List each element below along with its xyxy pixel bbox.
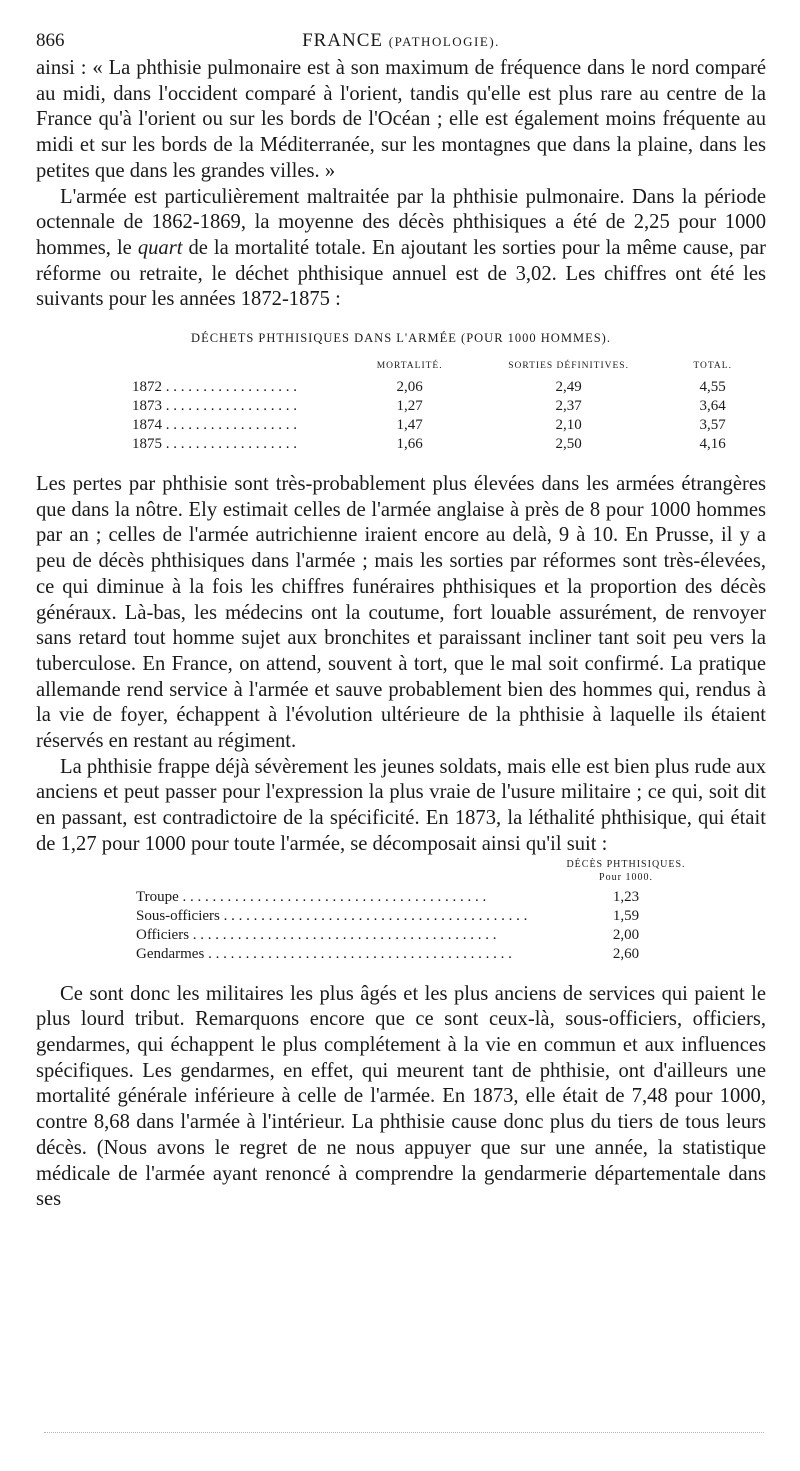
row-label: Troupe . . . . . . . . . . . . . . . . . . . . . . . . . . . . . . . . . . . . . . . . . <box>136 888 487 905</box>
cell-mortalite: 1,27 <box>396 398 423 415</box>
paragraph-foreign-armies: Les pertes par phthisie sont très-probablement plus élevées dans les armées étrangères que dans la nôtre. Ely estimait celles de l'armée anglaise à près de 8 pour 1000 hommes par an ; celles de l'armée autrichienne iraient encore au delà, 9 à 10. En Prusse, il y a peu de décès phthisiques dans l'armée ; mais les sorties par réformes sont très-élevées, ce qui diminue à la fois les chiffres funéraires phthisiques et la proportion des décès généraux. Là-bas, les médecins ont la coutume, fort louable assurément, de renvoyer sans retard tout homme sujet aux bronchites et paraissant incliner tant soit peu vers la tuberculose. En France, on attend, souvent à tort, que le mal soit confirmé. La pratique allemande rend service à l'armée et sauve probablement bien des hommes qui, rendus à la vie de foyer, échappent à l'évolution ultérieure de la phthisie à laquelle ils étaient réservés en restant au régiment. <box>36 473 766 753</box>
cell-total: 4,16 <box>699 436 726 453</box>
cell-mortalite: 2,06 <box>396 379 423 396</box>
column-header-mortalite: MORTALITÉ. <box>376 361 443 372</box>
cell-mortalite: 1,47 <box>396 417 423 434</box>
paragraph-older-soldiers: Ce sont donc les militaires les plus âgés et les plus anciens de services qui paient le plus lourd tribut. Remarquons encore que ce sont ceux-là, sous-officiers, officiers, gendarmes, qui échappent le plus complétement à la vie en commun et aux influences spécifiques. Les gendarmes, en effet, qui meurent tant de phthisie, ont d'ailleurs une mortalité générale inférieure à celle de l'armée. En 1873, elle était de 7,48 pour 1000, contre 8,68 dans l'armée à l'intérieur. La phthisie cause donc plus du tiers de tous leurs décès. (Nous avons le regret de ne nous appuyer que sur une année, la statistique médicale de l'armée ayant renoncé à comprendre la gendarmerie départementale dans ses <box>36 982 766 1211</box>
header-deces-phthisiques: DÉCÈS PHTHISIQUES. <box>566 858 686 870</box>
table-row <box>72 378 766 397</box>
column-header-deces <box>566 858 686 888</box>
running-head-subtitle: (PATHOLOGIE). <box>388 34 500 49</box>
table-row <box>136 926 686 945</box>
column-header-sorties: SORTIES DÉFINITIVES. <box>508 361 629 372</box>
table-title: DÉCHETS PHTHISIQUES DANS L'ARMÉE (POUR 1000 HOMMES). <box>191 331 611 346</box>
row-year: 1874 . . . . . . . . . . . . . . . . . . <box>132 417 297 434</box>
column-header-total: TOTAL. <box>693 361 732 372</box>
cell-sorties: 2,50 <box>555 436 582 453</box>
cell-value: 2,00 <box>612 926 640 943</box>
table-row <box>72 435 766 454</box>
table-row <box>136 907 686 926</box>
phthisis-deaths-by-rank-table <box>136 858 686 964</box>
cell-value: 2,60 <box>612 945 640 962</box>
cell-value: 1,59 <box>612 907 640 924</box>
row-year: 1872 . . . . . . . . . . . . . . . . . . <box>132 379 297 396</box>
cell-sorties: 2,49 <box>555 379 582 396</box>
cell-total: 3,64 <box>699 398 726 415</box>
table-header-row <box>72 358 766 378</box>
table-row <box>136 945 686 964</box>
emphasis-quart: quart <box>137 236 183 259</box>
table-row <box>136 888 686 907</box>
running-head-title: FRANCE <box>302 30 384 51</box>
page-header <box>36 26 766 56</box>
row-year: 1873 . . . . . . . . . . . . . . . . . . <box>132 398 297 415</box>
row-label: Gendarmes . . . . . . . . . . . . . . . . . . . . . . . . . . . . . . . . . . . . . . . . . <box>136 945 512 962</box>
running-head <box>36 30 766 52</box>
paragraph-text: L'armée est particulièrement maltraitée par la phthisie pulmonaire. Dans la période octennale de 1862-1869, la moyenne des décès phthisiques a été de 2,25 pour 1000 hommes, le <box>36 185 766 259</box>
cell-sorties: 2,37 <box>555 398 582 415</box>
footer-rule <box>44 1432 764 1433</box>
paragraph-quote-end: ainsi : « La phthisie pulmonaire est à son maximum de fréquence dans le nord comparé au midi, dans l'occident comparé à l'orient, tandis qu'elle est plus rare au centre de la France qu'à l'orient ou sur les bords de l'Océan ; elle est également moins fréquente au midi et sur les bords de la Méditerranée, sur les montagnes que dans la plaine, dans les petites que dans les grandes villes. » <box>36 57 766 182</box>
cell-total: 4,55 <box>699 379 726 396</box>
cell-value: 1,23 <box>612 888 640 905</box>
table-header-row <box>136 858 686 888</box>
phthisis-losses-table <box>72 358 766 454</box>
book-page <box>36 26 766 1213</box>
cell-sorties: 2,10 <box>555 417 582 434</box>
row-label: Sous-officiers . . . . . . . . . . . . . . . . . . . . . . . . . . . . . . . . . . . . . . . . . <box>136 907 528 924</box>
paragraph-young-soldiers: La phthisie frappe déjà sévèrement les jeunes soldats, mais elle est bien plus rude aux anciens et peut passer pour l'expression la plus vraie de l'usure militaire ; ce qui, soit dit en passant, est contradictoire de la spécificité. En 1873, la léthalité phthisique, qui était de 1,27 pour 1000 pour toute l'armée, se décomposait ainsi qu'il suit : <box>36 755 766 855</box>
paragraph-army-phthisis <box>36 185 766 314</box>
column-header-year <box>72 358 342 378</box>
table-row <box>72 416 766 435</box>
cell-mortalite: 1,66 <box>396 436 423 453</box>
page-number: 866 <box>36 30 65 51</box>
paragraph-text: de la mortalité totale. En ajoutant les sorties pour la même cause, par réforme ou retraite, le déchet phthisique annuel est de 3,02. Les chiffres ont été les suivants pour les années 1872-1875 : <box>36 236 767 311</box>
cell-total: 3,57 <box>699 417 726 434</box>
column-header-label <box>136 858 566 888</box>
row-year: 1875 . . . . . . . . . . . . . . . . . . <box>132 436 297 453</box>
row-label: Officiers . . . . . . . . . . . . . . . . . . . . . . . . . . . . . . . . . . . . . . . . . <box>136 926 497 943</box>
table-row <box>72 397 766 416</box>
header-pour-1000: Pour 1000. <box>599 871 653 883</box>
